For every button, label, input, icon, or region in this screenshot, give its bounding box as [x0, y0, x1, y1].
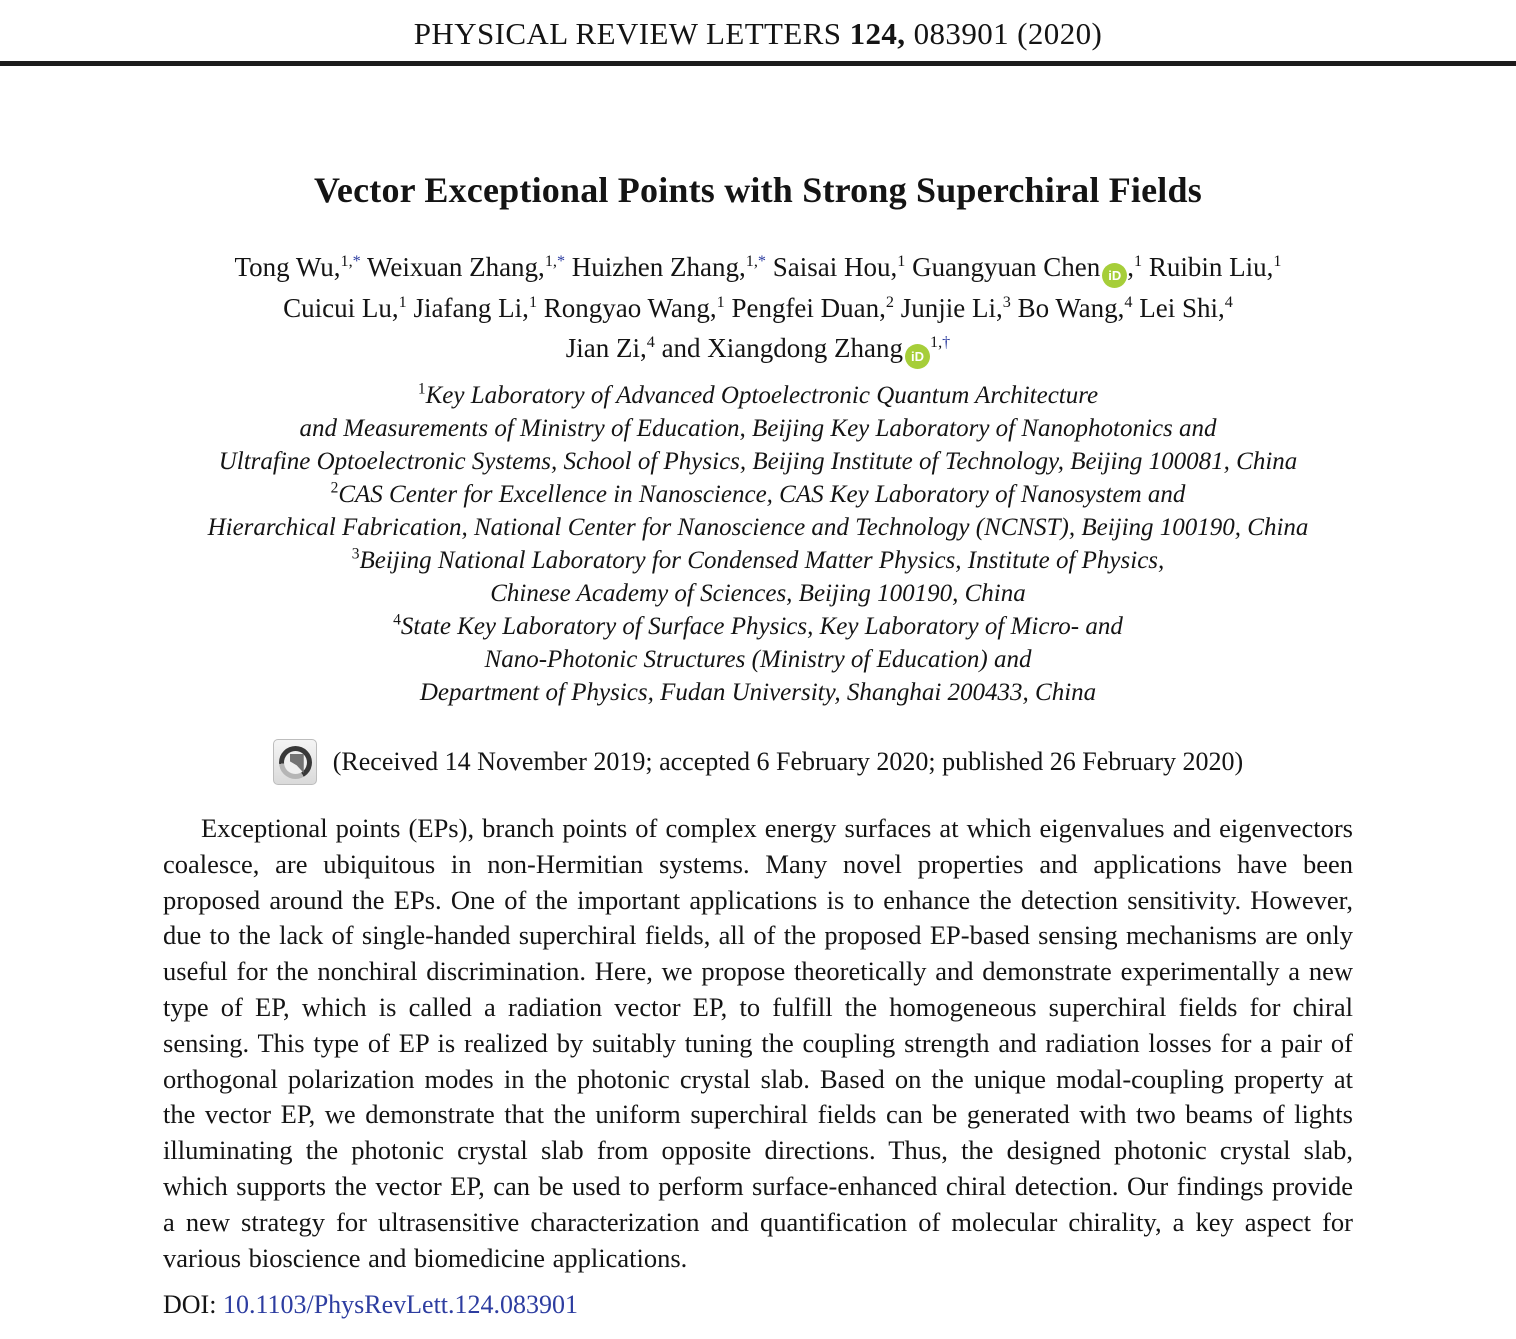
header-rule [0, 61, 1516, 66]
author: Jiafang Li,$^1$ [413, 293, 538, 323]
author: and Xiangdong Zhang $iD^{1,\dagger}$ [662, 333, 951, 363]
author-affil-superscript: 1,* [340, 252, 361, 270]
affiliation-line: $^2$CAS Center for Excellence in Nanoscience, CAS Key Laboratory of Nanosystem and [330, 479, 1186, 508]
doi-label: DOI: [163, 1290, 217, 1319]
journal-name: PHYSICAL REVIEW LETTERS [413, 16, 842, 51]
author: Saisai Hou,$^1$ [772, 252, 906, 282]
author-affil-superscript: 2 [885, 293, 894, 311]
affiliation-line: $^1$Key Laboratory of Advanced Optoelectronic Quantum Architecture [417, 380, 1099, 409]
affiliation-line: Department of Physics, Fudan University, Shanghai 200433, China [419, 679, 1097, 706]
orcid-icon[interactable]: iD [1102, 263, 1127, 288]
author: Bo Wang,$^4$ [1017, 293, 1133, 323]
author: Jian Zi,$^4$ [565, 333, 655, 363]
affiliation-line: $^4$State Key Laboratory of Surface Physics, Key Laboratory of Micro- and [393, 611, 1123, 640]
author-affil-superscript: 3 [1002, 293, 1011, 311]
author-affil-superscript: 1 [1273, 252, 1282, 270]
author-line [0, 247, 1516, 288]
footnote-link[interactable]: † [942, 333, 951, 351]
author: Junjie Li,$^3$ [900, 293, 1011, 323]
author-affil-superscript: 4 [646, 333, 655, 351]
author: Pengfei Duan,$^2$ [731, 293, 894, 323]
affiliation-line: Ultrafine Optoelectronic Systems, School of Physics, Beijing Institute of Technology, Beijing 100081, China [218, 448, 1298, 475]
author-affil-superscript: 1,* [544, 252, 566, 270]
journal-header [0, 0, 1516, 52]
author: Huizhen Zhang,$^{1,*}$ [571, 252, 766, 282]
received-row [0, 739, 1516, 785]
affiliation-line: Chinese Academy of Sciences, Beijing 100190, China [490, 580, 1026, 607]
author-line [0, 328, 1516, 369]
paper-title: Vector Exceptional Points with Strong Superchiral Fields [314, 170, 1202, 210]
author-affil-superscript: 1 [398, 293, 407, 311]
doi-link[interactable]: 10.1103/PhysRevLett.124.083901 [222, 1290, 579, 1319]
author-lines [0, 247, 1516, 369]
author: Lei Shi,$^4$ [1139, 293, 1233, 323]
abstract-text: Exceptional points (EPs), branch points of complex energy surfaces at which eigenvalues and eigenvectors coalesce, are ubiquitous in non-Hermitian systems. Many novel properties and applications have been proposed around the EPs. One of the important applications is to enhance the detection sensitivity. However, due to the lack of single-handed superchiral fields, all of the proposed EP-based sensing mechanisms are only useful for the nonchiral discrimination. Here, we propose theoretically and demonstrate experimentally a new type of EP, which is called a radiation vector EP, to fulfill the homogeneous superchiral fields for chiral sensing. This type of EP is realized by suitably tuning the coupling strength and radiation losses for a pair of orthogonal polarization modes in the photonic crystal slab. Based on the unique modal-coupling property at the vector EP, we demonstrate that the uniform superchiral fields can be generated with two beams of lights illuminating the photonic crystal slab from opposite directions. Thus, the designed photonic crystal slab, which supports the vector EP, can be used to perform surface-enhanced chiral detection. Our findings provide a new strategy for ultrasensitive characterization and quantification of molecular chirality, a key aspect for various bioscience and biomedicine applications. [163, 813, 1353, 1273]
footnote-link[interactable]: * [757, 252, 766, 270]
journal-citation: 083901 (2020) [913, 16, 1103, 51]
author: Rongyao Wang,$^1$ [543, 293, 725, 323]
doi-line [163, 1290, 578, 1320]
affiliations [0, 379, 1516, 709]
author-affil-superscript: 1,† [930, 333, 951, 351]
author-affil-superscript: 1 [716, 293, 725, 311]
affiliation-line: Nano-Photonic Structures (Ministry of Education) and [484, 646, 1032, 673]
orcid-icon[interactable]: iD [905, 344, 930, 369]
author-affil-superscript: 1 [897, 252, 906, 270]
author-affil-superscript: 4 [1224, 293, 1233, 311]
author-affil-superscript: 1,* [745, 252, 766, 270]
author-affil-superscript: 1 [1134, 252, 1143, 270]
affiliation-line: $^3$Beijing National Laboratory for Condensed Matter Physics, Institute of Physics, [351, 545, 1165, 574]
affiliation-line: Hierarchical Fabrication, National Center for Nanoscience and Technology (NCNST), Beijing 100190, China [207, 514, 1309, 541]
author: Tong Wu,$^{1,*}$ [234, 252, 361, 282]
affiliation-line: and Measurements of Ministry of Education, Beijing Key Laboratory of Nanophotonics and [299, 415, 1217, 442]
author-affil-superscript: 4 [1124, 293, 1133, 311]
crossmark-update-badge[interactable] [273, 739, 317, 785]
received-dates: (Received 14 November 2019; accepted 6 February 2020; published 26 February 2020) [332, 747, 1244, 776]
footnote-link[interactable]: * [556, 252, 566, 270]
author-line [0, 288, 1516, 328]
footnote-link[interactable]: * [352, 252, 361, 270]
author: Ruibin Liu,$^1$ [1148, 252, 1282, 282]
author: Cuicui Lu,$^1$ [283, 293, 407, 323]
author-affil-superscript: 1 [528, 293, 538, 311]
author: Weixuan Zhang,$^{1,*}$ [367, 252, 566, 282]
journal-volume: 124, [849, 16, 906, 51]
author: Guangyuan Chen iD ,$^1$ [912, 252, 1142, 282]
